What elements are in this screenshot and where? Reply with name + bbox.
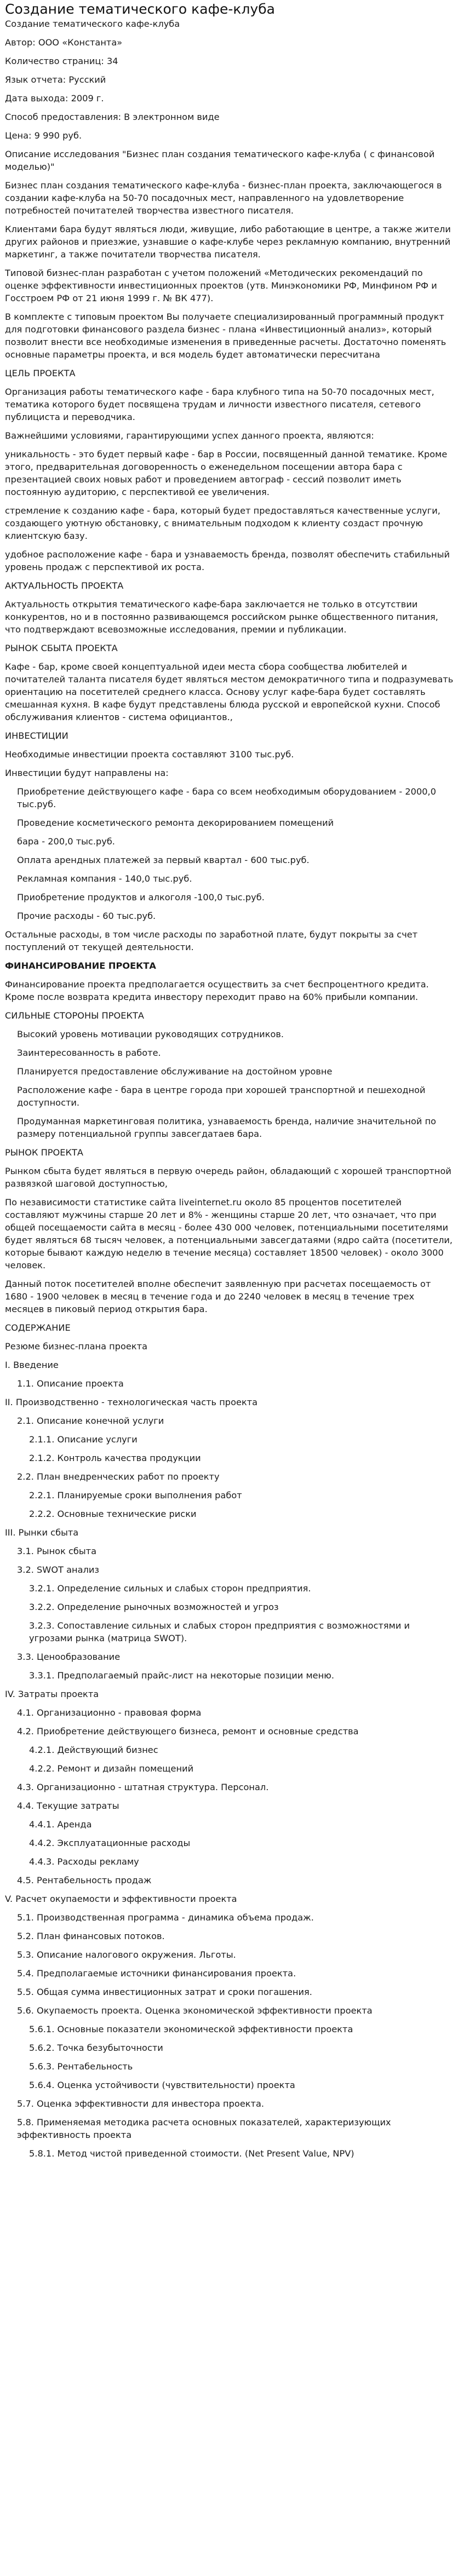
page-title: Создание тематического кафе-клуба <box>5 1 275 17</box>
meta-delivery: Способ предоставления: В электронном виде <box>5 112 220 122</box>
table-of-contents <box>5 1359 454 2160</box>
paragraph: Планируется предоставление обслуживание на достойном уровне <box>17 1066 333 1077</box>
paragraph: Резюме бизнес-плана проекта <box>5 1341 148 1352</box>
paragraph: Бизнес план создания тематического кафе-клуба - бизнес-план проекта, заключающегося в создании кафе-клуба на 50-70 посадочных мест, направленного на удовлетворение потребностей почитателей творчества известного писателя. <box>5 180 442 216</box>
paragraph: В комплекте с типовым проектом Вы получаете специализированный программный продукт для подготовки финансового раздела бизнес - плана «Инвестиционный анализ», который позволит внести все необходимые изменения в приведенные расчеты. Достаточно поменять основные параметры проекта, и вся модель будет автоматически пересчитана <box>5 312 446 360</box>
toc-item: 5.6.4. Оценка устойчивости (чувствительности) проекта <box>29 2080 295 2090</box>
paragraph: стремление к созданию кафе - бара, который будет предоставляться качественные услуги, создающего уютную обстановку, с внимательным подходом к клиенту создаст прочную клиентскую базу. <box>5 505 440 541</box>
section-heading: РЫНОК ПРОЕКТА <box>5 1147 83 1158</box>
paragraph: Рынком сбыта будет являться в первую очередь район, обладающий с хорошей транспортной развязкой шаговой доступностью, <box>5 1166 451 1189</box>
paragraph: Важнейшими условиями, гарантирующими успех данного проекта, являются: <box>5 430 374 441</box>
toc-item: V. Расчет окупаемости и эффективности проекта <box>5 1894 237 1904</box>
meta-pages: Количество страниц: 34 <box>5 56 118 66</box>
toc-item: 3.2.3. Сопоставление сильных и слабых сторон предприятия с возможностями и угрозами рынка (матрица SWOT). <box>29 1620 410 1643</box>
toc-item: 4.5. Рентабельность продаж <box>17 1875 152 1885</box>
toc-item: 4.1. Организационно - правовая форма <box>17 1707 202 1718</box>
toc-item: 3.2. SWOT анализ <box>17 1565 99 1575</box>
toc-item: 5.6.3. Рентабельность <box>29 2061 133 2072</box>
paragraph: Актуальность открытия тематического кафе-бара заключается не только в отсутствии конкурентов, но и в постоянно развивающемся российском рынке общественного питания, что подтверждают всевозможные исследования, премии и публикации. <box>5 599 438 635</box>
toc-item: 3.3. Ценообразование <box>17 1652 121 1662</box>
description-section <box>5 148 454 1353</box>
toc-item: II. Производственно - технологическая часть проекта <box>5 1397 258 1407</box>
toc-item: 5.6. Окупаемость проекта. Оценка экономической эффективности проекта <box>17 2005 373 2016</box>
toc-item: 2.2. План внедренческих работ по проекту <box>17 1471 220 1482</box>
paragraph: Заинтересованность в работе. <box>17 1048 161 1058</box>
toc-item: 4.4.1. Аренда <box>29 1819 92 1830</box>
toc-item: 3.3.1. Предполагаемый прайс-лист на некоторые позиции меню. <box>29 1670 334 1681</box>
toc-item: 5.8. Применяемая методика расчета основных показателей, характеризующих эффективность проекта <box>17 2117 391 2140</box>
paragraph: Приобретение действующего кафе - бара со всем необходимым оборудованием - 2000,0 тыс.руб. <box>17 786 436 809</box>
toc-item: 1.1. Описание проекта <box>17 1378 124 1389</box>
paragraph: Проведение косметического ремонта декорированием помещений <box>17 818 334 828</box>
toc-item: III. Рынки сбыта <box>5 1527 79 1538</box>
paragraph: удобное расположение кафе - бара и узнаваемость бренда, позволят обеспечить стабильный уровень продаж с перспективой их роста. <box>5 549 450 572</box>
toc-item: 5.6.1. Основные показатели экономической эффективности проекта <box>29 2024 353 2034</box>
paragraph: Описание исследования "Бизнес план создания тематического кафе-клуба ( с финансовой моделью)" <box>5 149 435 172</box>
toc-item: 5.5. Общая сумма инвестиционных затрат и сроки погашения. <box>17 1987 312 1997</box>
toc-item: 2.1.2. Контроль качества продукции <box>29 1453 201 1463</box>
toc-item: 2.1.1. Описание услуги <box>29 1434 138 1445</box>
toc-item: I. Введение <box>5 1360 59 1370</box>
meta-date: Дата выхода: 2009 г. <box>5 93 104 104</box>
paragraph: Оплата арендных платежей за первый квартал - 600 тыс.руб. <box>17 855 310 865</box>
toc-item: 4.4.3. Расходы рекламу <box>29 1856 139 1867</box>
paragraph: Прочие расходы - 60 тыс.руб. <box>17 911 156 921</box>
paragraph: Инвестиции будут направлены на: <box>5 768 169 778</box>
meta-subtitle: Создание тематического кафе-клуба <box>5 19 180 29</box>
product-meta <box>5 18 454 142</box>
paragraph: Рекламная компания - 140,0 тыс.руб. <box>17 873 192 884</box>
toc-item: IV. Затраты проекта <box>5 1689 99 1699</box>
toc-item: 4.3. Организационно - штатная структура. Персонал. <box>17 1782 269 1792</box>
meta-price: Цена: 9 990 руб. <box>5 130 82 141</box>
toc-item: 2.2.2. Основные технические риски <box>29 1509 197 1519</box>
section-heading: ИНВЕСТИЦИИ <box>5 731 68 741</box>
paragraph: Приобретение продуктов и алкоголя -100,0 тыс.руб. <box>17 892 265 902</box>
toc-item: 4.2.1. Действующий бизнес <box>29 1745 158 1755</box>
toc-item: 4.2. Приобретение действующего бизнеса, ремонт и основные средства <box>17 1726 359 1737</box>
paragraph: Расположение кафе - бара в центре города при хорошей транспортной и пешеходной доступности. <box>17 1085 426 1108</box>
toc-item: 5.2. План финансовых потоков. <box>17 1931 165 1941</box>
toc-item: 3.2.2. Определение рыночных возможностей и угроз <box>29 1602 279 1612</box>
paragraph: Остальные расходы, в том числе расходы по заработной плате, будут покрыты за счет поступлений от текущей деятельности. <box>5 929 418 952</box>
section-heading: ЦЕЛЬ ПРОЕКТА <box>5 368 76 378</box>
paragraph: уникальность - это будет первый кафе - бар в России, посвященный данной тематике. Кроме этого, предварительная договоренность о еженедельном посещении автора бара с презентацией своих новых работ и проведением автограф - сессий позволит иметь постоянную аудиторию, с перспективой ее увеличения. <box>5 449 448 497</box>
paragraph: По независимости статистике сайта liveinternet.ru около 85 процентов посетителей составляют мужчины старше 20 лет и 8% - женщины старше 20 лет, что означает, что при общей посещаемости сайта в месяц - более 430 000 человек, потенциальными посетителями будет являться 68 тысяч человек, а потенциальными завсегдатаями (ядро сайта (посетители, которые бывают каждую неделю в течение месяца) составляет 18500 человек) - около 3000 человек. <box>5 1197 453 1270</box>
paragraph: Кафе - бар, кроме своей концептуальной идеи места сбора сообщества любителей и почитателей таланта писателя будет являться местом демократичного типа и подразумевать ориентацию на посетителей среднего класса. Основу услуг кафе-бара будет составлять смешанная кухня. В кафе будут представлены блюда русской и европейской кухни. Способ обслуживания клиентов - система официантов., <box>5 662 454 722</box>
toc-item: 4.2.2. Ремонт и дизайн помещений <box>29 1763 194 1774</box>
toc-item: 5.6.2. Точка безубыточности <box>29 2043 163 2053</box>
section-heading: РЫНОК СБЫТА ПРОЕКТА <box>5 643 118 653</box>
section-heading: АКТУАЛЬНОСТЬ ПРОЕКТА <box>5 580 124 591</box>
toc-item: 5.4. Предполагаемые источники финансирования проекта. <box>17 1968 296 1979</box>
meta-language: Язык отчета: Русский <box>5 74 106 85</box>
section-heading: СИЛЬНЫЕ СТОРОНЫ ПРОЕКТА <box>5 1010 144 1021</box>
paragraph: Организация работы тематического кафе - бара клубного типа на 50-70 посадочных мест, тематика которого будет посвящена трудам и личности известного писателя, сетевого публициста и переводчика. <box>5 387 434 422</box>
meta-author: Автор: ООО «Константа» <box>5 37 123 48</box>
toc-item: 5.8.1. Метод чистой приведенной стоимости. (Net Present Value, NPV) <box>29 2148 354 2159</box>
paragraph: Продуманная маркетинговая политика, узнаваемость бренда, наличие значительной по размеру потенциальной группы завсегдатаев бара. <box>17 1116 437 1139</box>
document-body <box>5 18 454 2160</box>
paragraph: Типовой бизнес-план разработан с учетом положений «Методических рекомендаций по оценке эффективности инвестиционных проектов (утв. Минэкономики РФ, Минфином РФ и Госстроем РФ от 21 июня 1999 г. № ВК 477). <box>5 268 437 303</box>
toc-item: 5.1. Производственная программа - динамика объема продаж. <box>17 1912 314 1923</box>
paragraph: Необходимые инвестиции проекта составляют 3100 тыс.руб. <box>5 749 294 760</box>
toc-item: 4.4.2. Эксплуатационные расходы <box>29 1838 191 1848</box>
section-heading: ФИНАНСИРОВАНИЕ ПРОЕКТА <box>5 961 156 971</box>
toc-item: 4.4. Текущие затраты <box>17 1801 119 1811</box>
paragraph: бара - 200,0 тыс.руб. <box>17 836 115 847</box>
paragraph: Данный поток посетителей вполне обеспечит заявленную при расчетах посещаемость от 1680 - 1900 человек в месяц в течение года и до 2240 человек в месяц в течение трех месяцев в пиковый период открытия бара. <box>5 1279 431 1314</box>
toc-item: 2.2.1. Планируемые сроки выполнения работ <box>29 1490 242 1500</box>
toc-item: 2.1. Описание конечной услуги <box>17 1416 164 1426</box>
paragraph: Финансирование проекта предполагается осуществить за счет беспроцентного кредита. Кроме после возврата кредита инвестору переходит право на 60% прибыли компании. <box>5 979 429 1002</box>
toc-item: 5.7. Оценка эффективности для инвестора проекта. <box>17 2098 265 2109</box>
paragraph: Высокий уровень мотивации руководящих сотрудников. <box>17 1029 284 1039</box>
toc-item: 5.3. Описание налогового окружения. Льготы. <box>17 1950 236 1960</box>
toc-item: 3.1. Рынок сбыта <box>17 1546 96 1556</box>
toc-item: 3.2.1. Определение сильных и слабых сторон предприятия. <box>29 1583 311 1594</box>
section-heading: СОДЕРЖАНИЕ <box>5 1323 71 1333</box>
paragraph: Клиентами бара будут являться люди, живущие, либо работающие в центре, а также жители других районов и приезжие, узнавшие о кафе-клубе через рекламную компанию, внутренний маркетинг, а также почитатели творчества писателя. <box>5 224 451 260</box>
